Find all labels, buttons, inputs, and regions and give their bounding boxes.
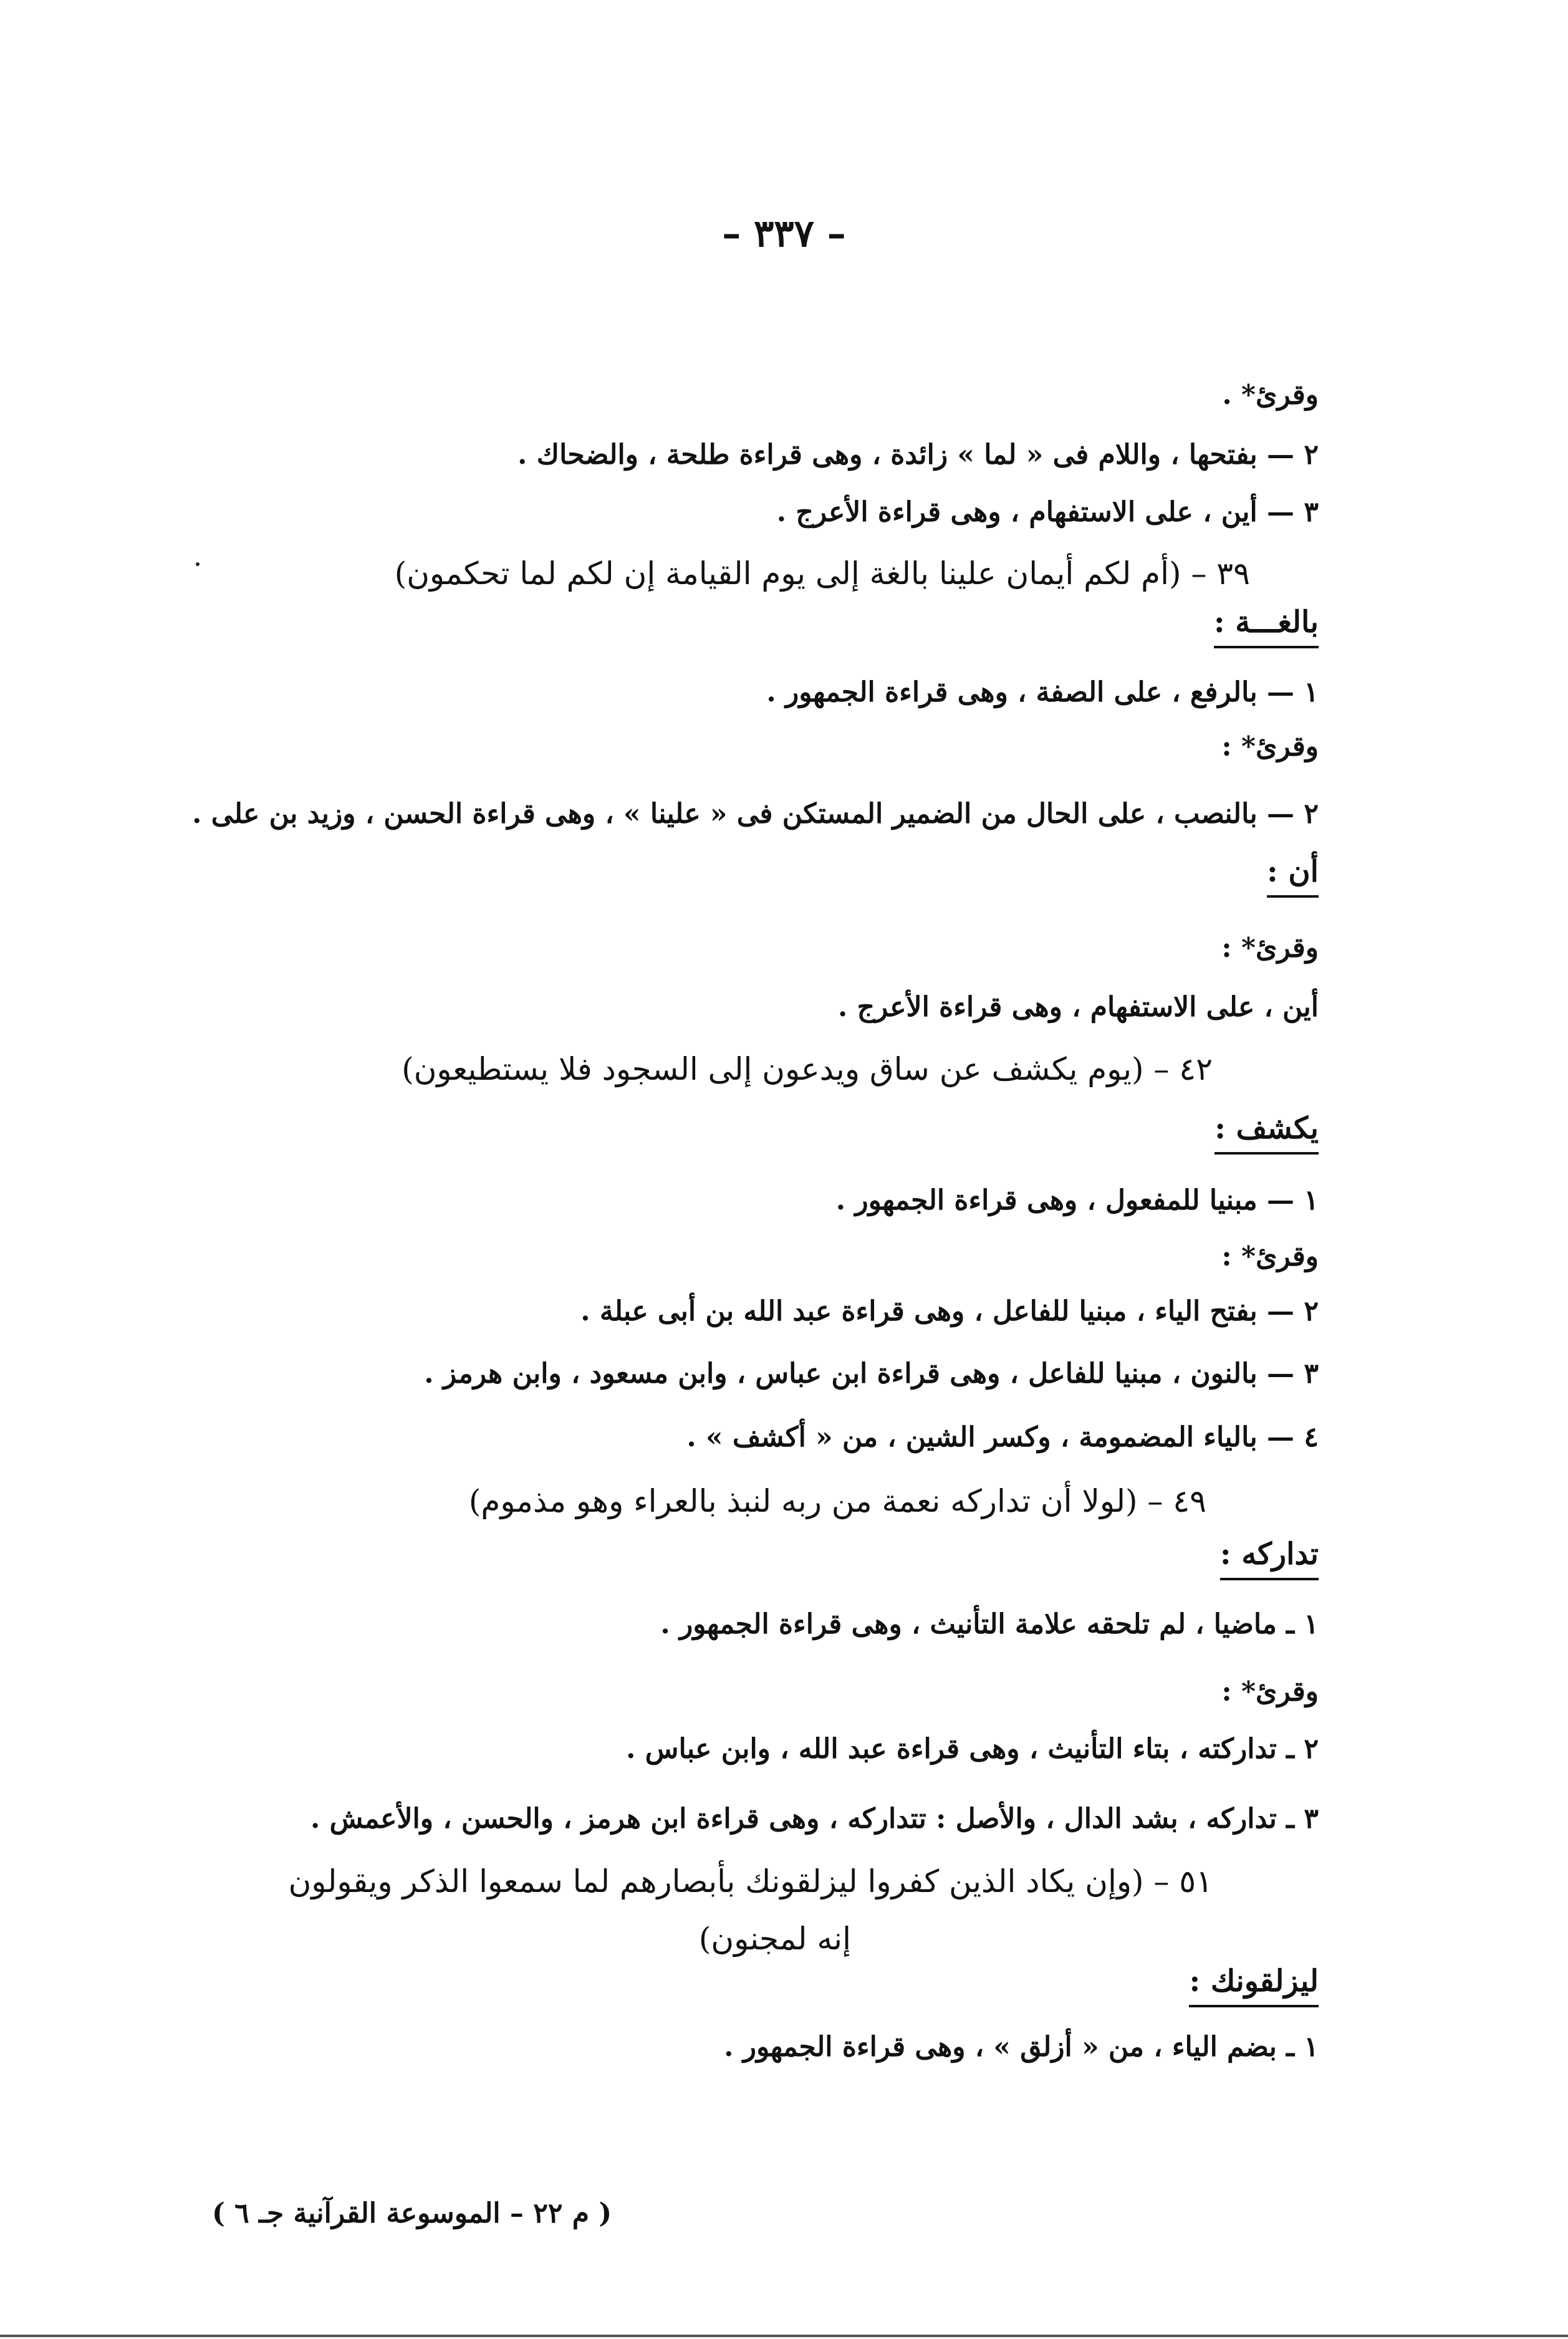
- verse-line: ٤٢ – (يوم يكشف عن ساق ويدعون إلى السجود فلا يستطيعون): [402, 1051, 1213, 1087]
- word-heading: أن :: [1267, 854, 1319, 898]
- page-number: – ٣٣٧ –: [722, 212, 846, 256]
- footer-note: ( م ٢٢ – الموسوعة القرآنية جـ ٦ ): [212, 2197, 612, 2229]
- variant-note: وقرئ* :: [1221, 1241, 1319, 1272]
- word-heading: يكشف :: [1214, 1111, 1319, 1155]
- reading-item: ٢ — بفتحها ، واللام فى « لما » زائدة ، وهى قراءة طلحة ، والضحاك .: [517, 439, 1319, 471]
- reading-item: ٢ ـ تداركته ، بتاء التأنيث ، وهى قراءة عبد الله ، وابن عباس .: [626, 1733, 1319, 1765]
- reading-item: ٣ — أين ، على الاستفهام ، وهى قراءة الأعرج .: [776, 496, 1319, 528]
- word-heading: ليزلقونك :: [1189, 1964, 1319, 2007]
- reading-item: ٢ — بالنصب ، على الحال من الضمير المستكن فى « علينا » ، وهى قراءة الحسن ، وزيد بن على .: [192, 798, 1319, 830]
- reading-item: ٤ — بالياء المضمومة ، وكسر الشين ، من « أكشف » .: [686, 1421, 1319, 1453]
- variant-note: وقرئ* .: [1222, 379, 1319, 411]
- verse-line: ٥١ – (وإن يكاد الذين كفروا ليزلقونك بأبصارهم لما سمعوا الذكر ويقولون: [288, 1863, 1213, 1900]
- scan-speck: [196, 562, 200, 566]
- reading-item: ٣ ـ تداركه ، بشد الدال ، والأصل : تتداركه ، وهى قراءة ابن هرمز ، والحسن ، والأعمش .: [310, 1803, 1319, 1835]
- reading-item: أين ، على الاستفهام ، وهى قراءة الأعرج .: [837, 991, 1319, 1023]
- reading-item: ٣ — بالنون ، مبنيا للفاعل ، وهى قراءة ابن عباس ، وابن مسعود ، وابن هرمز .: [424, 1358, 1319, 1390]
- verse-line: ٤٩ – (لولا أن تداركه نعمة من ربه لنبذ بالعراء وهو مذموم): [468, 1483, 1206, 1519]
- reading-item: ١ ـ ماضيا ، لم تلحقه علامة التأنيث ، وهى قراءة الجمهور .: [660, 1608, 1319, 1640]
- page-edge-rule: [0, 2335, 1568, 2337]
- reading-item: ١ — مبنيا للمفعول ، وهى قراءة الجمهور .: [835, 1184, 1319, 1216]
- verse-line-continued: إنه لمجنون): [698, 1921, 851, 1957]
- verse-line: ٣٩ – (أم لكم أيمان علينا بالغة إلى يوم القيامة إن لكم لما تحكمون): [394, 555, 1250, 592]
- word-heading: تداركه :: [1220, 1537, 1319, 1580]
- reading-item: ١ ـ بضم الياء ، من « أزلق » ، وهى قراءة الجمهور .: [724, 2031, 1319, 2063]
- variant-note: وقرئ* :: [1221, 731, 1319, 762]
- reading-item: ١ — بالرفع ، على الصفة ، وهى قراءة الجمهور .: [766, 676, 1319, 708]
- variant-note: وقرئ* :: [1221, 932, 1319, 964]
- word-heading: بالغـــة :: [1214, 605, 1319, 648]
- reading-item: ٢ — بفتح الياء ، مبنيا للفاعل ، وهى قراءة عبد الله بن أبى عبلة .: [580, 1295, 1319, 1327]
- variant-note: وقرئ* :: [1221, 1676, 1319, 1707]
